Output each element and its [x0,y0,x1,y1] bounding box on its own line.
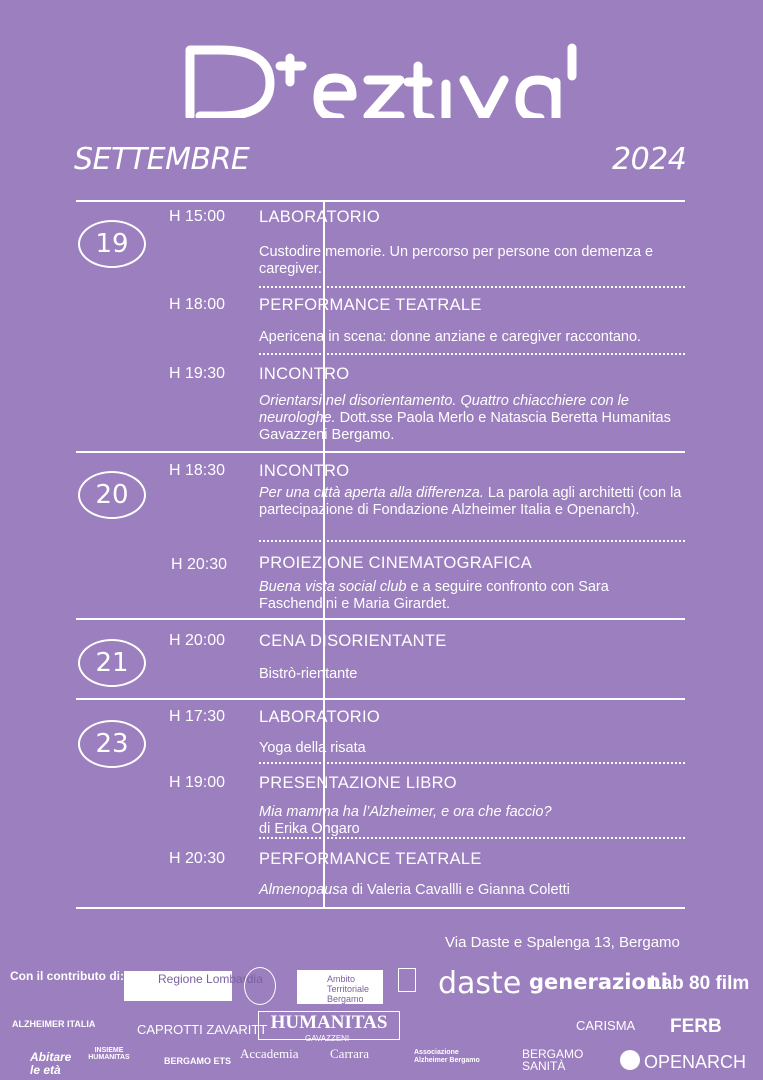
event-desc: Orientarsi nel disorientamento. Quattro chiacchiere con le neurologhe. Dott.sse Paola Merlo e Natascia Beretta Humanitas Gavazzeni Bergamo. [259,393,671,443]
sponsor-insieme: INSIEME HUMANITAS [88,1047,130,1061]
event-type: PROIEZIONE CINEMATOGRAFICA [259,554,533,572]
sponsor-ferb: FERB [670,1016,722,1037]
event-type: PRESENTAZIONE LIBRO [259,774,457,792]
provincia-crest [398,968,416,992]
venue-address: Via Daste e Spalenga 13, Bergamo [445,934,680,951]
sponsor-abitare: Abitare le età [30,1050,72,1077]
event-type: INCONTRO [259,462,350,480]
event-separator [259,353,685,355]
sponsor-carisma: CARISMA [576,1018,636,1033]
event-desc: Apericena in scena: donne anziane e caregiver raccontano. [259,329,642,345]
day-circle: 21 [78,639,146,687]
event-time: H 17:30 [169,708,226,725]
event-time: H 15:00 [169,208,226,225]
event-time: H 18:00 [169,296,226,313]
day-block-21 [76,618,685,700]
event-type: LABORATORIO [259,708,380,726]
day-block-19 [76,200,685,453]
sponsors-label: Con il contributo di: [10,969,124,983]
event-desc: Per una città aperta alla differenza. La parola agli architetti (con la partecipazione di Fondazione Alzheimer Italia e Openarch). [259,485,682,518]
event-time: H 20:30 [169,850,226,867]
event-time: H 19:00 [169,774,226,791]
sponsor-generazioni: generazioni [529,970,668,994]
month-label: SETTEMBRE [74,142,250,177]
event-type: PERFORMANCE TEATRALE [259,296,482,314]
sponsor-accademia: Accademia [240,1046,299,1061]
openarch-dot [620,1050,640,1070]
event-desc: Almenopausa di Valeria Cavallli e Gianna Coletti [259,882,570,898]
event-separator [259,762,685,764]
day-circle: 23 [78,720,146,768]
day-circle: 19 [78,220,146,268]
event-type: LABORATORIO [259,208,380,226]
event-desc: Custodire memorie. Un percorso per persone con demenza e caregiver. [259,244,654,277]
event-type: CENA DISORIENTANTE [259,632,447,650]
sponsor-assoc-alzheimer: Associazione Alzheimer Bergamo [414,1049,480,1064]
sponsor-humanitas: HUMANITAS [258,1011,400,1040]
event-desc: Bistrò-rientante [259,666,358,682]
sponsor-bergamo-sanita: BERGAMO SANITÀ [522,1047,584,1073]
festival-logo [0,18,763,118]
sponsor-humanitas-sub: GAVAZZENI [305,1034,350,1043]
year-label: 2024 [612,142,687,177]
sponsor-ambito: Ambito Territoriale Bergamo [297,970,383,1004]
event-time: H 18:30 [169,462,226,479]
event-desc: Mia mamma ha l’Alzheimer, e ora che faccio? di Erika Ongaro [259,804,552,837]
event-desc: Buena vista social club e a seguire confronto con Sara Faschendini e Maria Girardet. [259,579,609,612]
event-type: INCONTRO [259,365,350,383]
event-separator [259,837,685,839]
sponsor-openarch: OPENARCH [644,1052,747,1072]
event-separator [259,540,685,542]
comune-bergamo-seal [244,967,276,1005]
day-block-20 [76,451,685,620]
event-time: H 20:30 [171,556,228,573]
event-separator [259,286,685,288]
event-time: H 19:30 [169,365,226,382]
sponsor-alzheimer-italia: ALZHEIMER ITALIA [12,1019,96,1029]
sponsor-caprotti: CAPROTTI ZAVARITT [137,1022,268,1037]
day-circle: 20 [78,471,146,519]
event-time: H 20:00 [169,632,226,649]
sponsor-daste: daste [438,966,522,1001]
event-type: PERFORMANCE TEATRALE [259,850,482,868]
event-desc: Yoga della risata [259,740,366,756]
sponsor-regione-lombardia: Regione Lombardia [124,971,232,1001]
sponsor-csv: BERGAMO ETS [164,1056,232,1066]
day-block-23 [76,698,685,909]
bottom-rule [76,907,685,909]
sponsor-lab80: Lab 80 film [650,973,750,994]
sponsor-carrara: Carrara [330,1046,369,1061]
